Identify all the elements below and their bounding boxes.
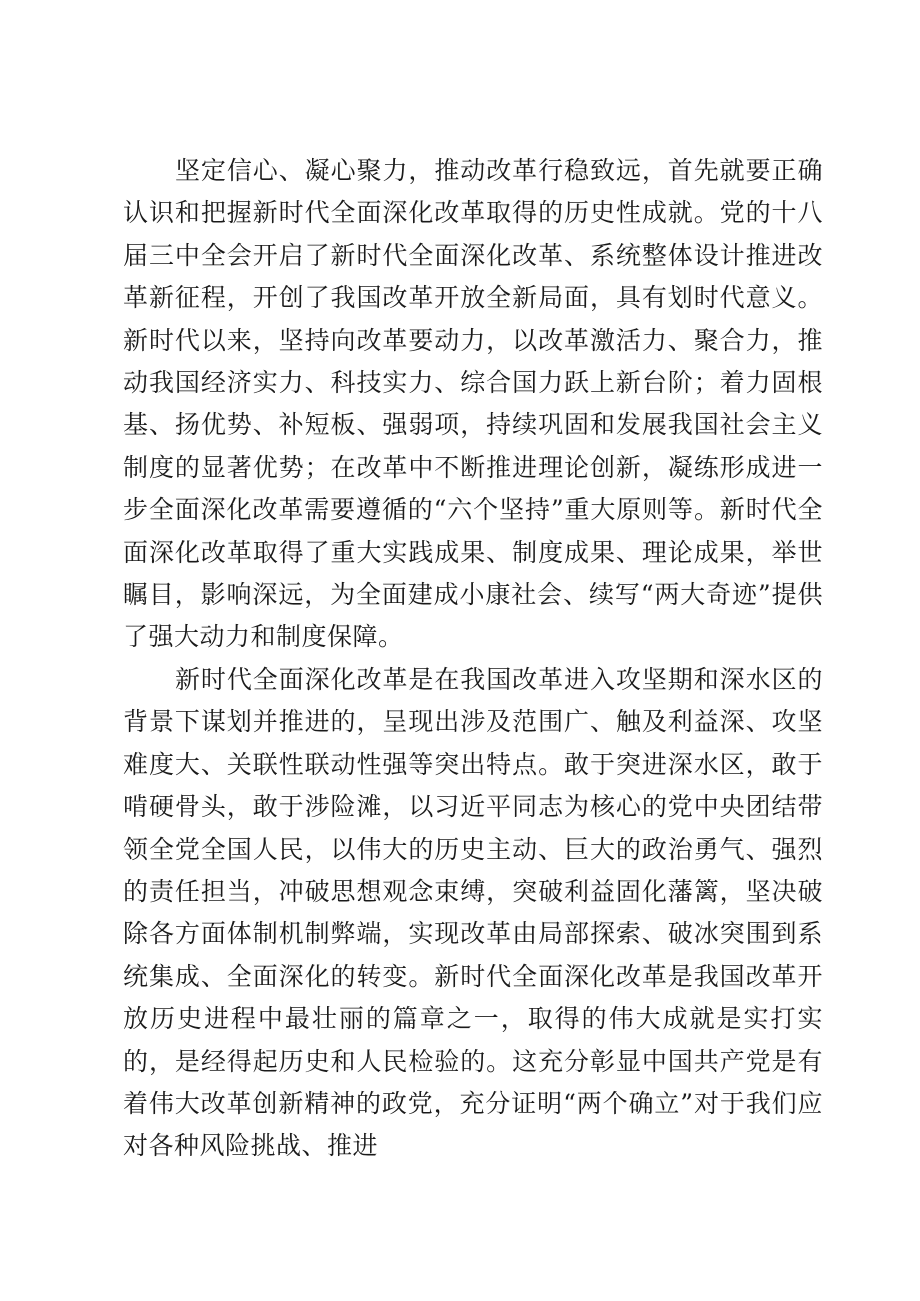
document-body (123, 150, 823, 1168)
paragraph-1: 坚定信心、凝心聚力，推动改革行稳致远，首先就要正确认识和把握新时代全面深化改革取得的历史性成就。党的十八届三中全会开启了新时代全面深化改革、系统整体设计推进改革新征程，开创了我国改革开放全新局面，具有划时代意义。新时代以来，坚持向改革要动力，以改革激活力、聚合力，推动我国经济实力、科技实力、综合国力跃上新台阶；着力固根基、扬优势、补短板、强弱项，持续巩固和发展我国社会主义制度的显著优势；在改革中不断推进理论创新，凝练形成进一步全面深化改革需要遵循的“六个坚持”重大原则等。新时代全面深化改革取得了重大实践成果、制度成果、理论成果，举世瞩目，影响深远，为全面建成小康社会、续写“两大奇迹”提供了强大动力和制度保障。 (123, 156, 823, 652)
paragraph-2: 新时代全面深化改革是在我国改革进入攻坚期和深水区的背景下谋划并推进的，呈现出涉及范围广、触及利益深、攻坚难度大、关联性联动性强等突出特点。敢于突进深水区，敢于啃硬骨头，敢于涉险滩，以习近平同志为核心的党中央团结带领全党全国人民，以伟大的历史主动、巨大的政治勇气、强烈的责任担当，冲破思想观念束缚，突破利益固化藩篱，坚决破除各方面体制机制弊端，实现改革由局部探索、破冰突围到系统集成、全面深化的转变。新时代全面深化改革是我国改革开放历史进程中最壮丽的篇章之一，取得的伟大成就是实打实的，是经得起历史和人民检验的。这充分彰显中国共产党是有着伟大改革创新精神的政党，充分证明“两个确立”对于我们应对各种风险挑战、推进 (123, 664, 823, 1161)
